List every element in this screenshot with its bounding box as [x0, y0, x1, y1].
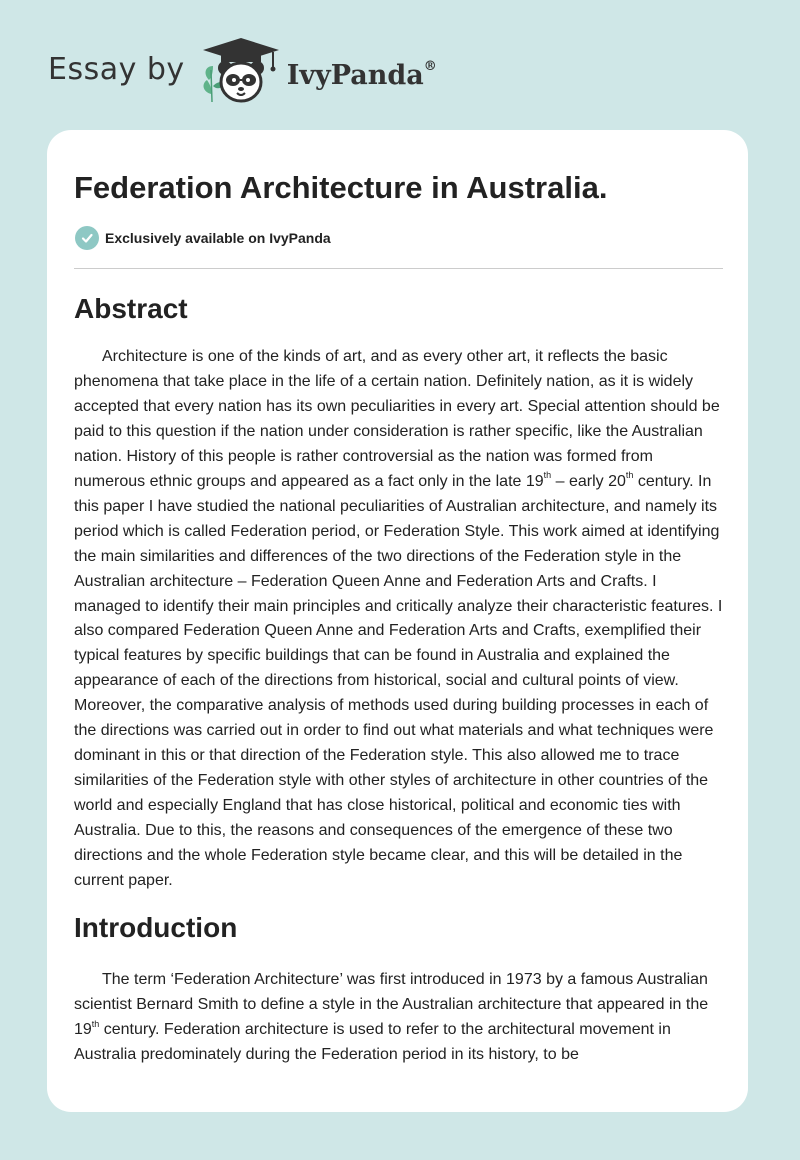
registered-mark: ®: [423, 58, 437, 74]
essay-card: [47, 130, 748, 1112]
superscript: th: [625, 470, 634, 481]
divider: [74, 268, 723, 269]
brand-prefix: Essay by: [48, 51, 185, 87]
section-heading-introduction: Introduction: [74, 911, 238, 943]
check-circle-icon: [75, 226, 99, 250]
abstract-text-3: century. In this paper I have studied the national peculiarities of Australian architecture, and namely its period which is called Federation period, or Federation Style. This work aimed at identifying the main similarities and differences of the two directions of the Federation style in the Australian architecture – Federation Queen Anne and Federation Arts and Crafts. I managed to identify their main principles and critically analyze their characteristic features. I also compared Federation Queen Anne and Federation Arts and Crafts, exemplified their typical features by specific buildings that can be found in Australia and explained the appearance of each of the directions from historical, social and cultural points of view. Moreover, the comparative analysis of methods used during building processes in each of the directions was carried out in order to find out what materials and what techniques were dominant in this or that direction of the Federation style. This also allowed me to trace similarities of the Federation style with other styles of architecture in other countries of the world and especially England that has close historical, political and economic ties with Australia. Due to this, the reasons and consequences of the emergence of these two directions and the whole Federation style became clear, and this will be detailed in the current paper.: [74, 472, 723, 890]
abstract-text-1: Architecture is one of the kinds of art, and as every other art, it reflects the basic phenomena that take place in the life of a certain nation. Definitely nation, as it is widely accepted that every nation has its own peculiarities in every art. Special attention should be paid to this question if the nation under consideration is rather specific, like the Australian nation. History of this people is rather controversial as the nation was formed from numerous ethnic groups and appeared as a fact only in the late 19: [74, 348, 720, 490]
exclusive-label: Exclusively available on IvyPanda: [105, 230, 331, 246]
brand-name: [287, 60, 437, 91]
exclusive-badge: [74, 224, 721, 252]
abstract-text-2: – early 20: [551, 472, 626, 490]
section-heading-abstract: Abstract: [74, 293, 188, 324]
superscript: th: [91, 1018, 100, 1029]
superscript: th: [543, 470, 552, 481]
intro-text-2: century. Federation architecture is used to refer to the architectural movement in Australia predominately during the Federation period in its history, to be: [74, 1020, 671, 1063]
panda-graduate-icon: [199, 36, 283, 108]
brand-name-text: IvyPanda: [286, 59, 424, 91]
introduction-paragraph: [74, 968, 724, 1068]
abstract-paragraph: [74, 345, 724, 894]
intro-text-1: The term ‘Federation Architecture’ was first introduced in 1973 by a famous Australian scientist Bernard Smith to define a style in the Australian architecture that appeared in the 19: [74, 970, 709, 1038]
brand-logo[interactable]: [48, 36, 437, 108]
page-title: Federation Architecture in Australia.: [74, 170, 608, 205]
